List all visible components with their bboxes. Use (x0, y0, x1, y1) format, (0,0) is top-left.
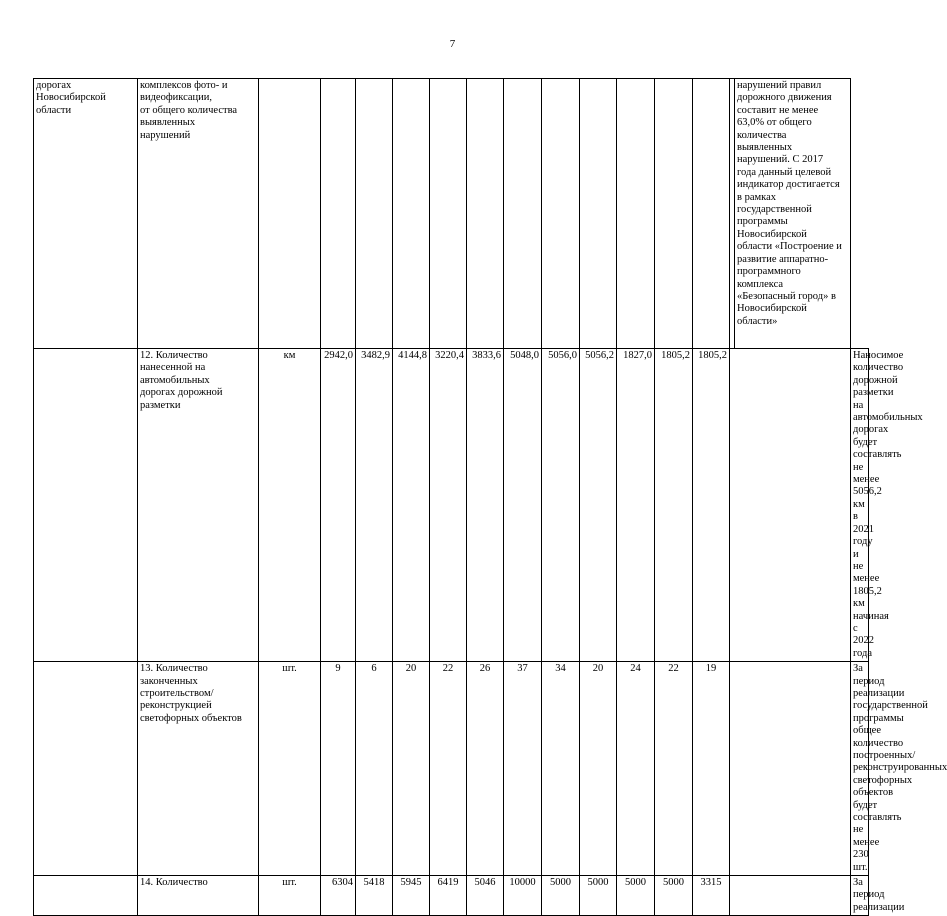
value-cell: 5000 (617, 876, 655, 916)
note-cell: За период реализации (851, 876, 869, 916)
unit-cell: шт. (259, 662, 321, 876)
value-cell: 5418 (356, 876, 393, 916)
table-row (34, 79, 869, 349)
value-cell (617, 79, 655, 349)
value-cell (542, 79, 580, 349)
unit-cell (259, 79, 321, 349)
table-row (34, 662, 869, 876)
unit-cell: км (259, 349, 321, 662)
value-cell (730, 876, 851, 916)
value-cell: 24 (617, 662, 655, 876)
value-cell (356, 79, 393, 349)
value-cell: 5000 (542, 876, 580, 916)
value-cell: 5945 (393, 876, 430, 916)
indicator-cell: комплексов фото- и видеофиксации, от общего количества выявленных нарушений (138, 79, 259, 349)
value-cell: 6419 (430, 876, 467, 916)
value-cell: 5056,2 (580, 349, 617, 662)
value-cell: 19 (693, 662, 730, 876)
value-cell: 3833,6 (467, 349, 504, 662)
indicator-cell: 12. Количество нанесенной на автомобильных дорогах дорожной разметки (138, 349, 259, 662)
value-cell (655, 79, 693, 349)
value-cell: 34 (542, 662, 580, 876)
value-cell: 5056,0 (542, 349, 580, 662)
indicator-cell: 14. Количество (138, 876, 259, 916)
value-cell: 20 (580, 662, 617, 876)
value-cell (730, 662, 851, 876)
value-cell: 5046 (467, 876, 504, 916)
value-cell: 6 (356, 662, 393, 876)
value-cell: 3315 (693, 876, 730, 916)
value-cell: 37 (504, 662, 542, 876)
value-cell: 22 (655, 662, 693, 876)
value-cell: 2942,0 (321, 349, 356, 662)
area-cell: дорогах Новосибирской области (34, 79, 138, 349)
area-cell (34, 662, 138, 876)
value-cell: 10000 (504, 876, 542, 916)
note-cell: За период реализации государственной программы общее количество построенных/ реконструированных светофорных объектов будет составлять не менее 230 шт. (851, 662, 869, 876)
table-row (34, 876, 869, 916)
table-row (34, 349, 869, 662)
note-cell: Наносимое количество дорожной разметки на автомобильных дорогах будет составлять не менее 5056,2 км в 2021 году и не менее 1805,2 км начиная с 2022 года (851, 349, 869, 662)
value-cell: 5048,0 (504, 349, 542, 662)
value-cell (430, 79, 467, 349)
value-cell (393, 79, 430, 349)
value-cell: 5000 (655, 876, 693, 916)
value-cell (467, 79, 504, 349)
value-cell: 3220,4 (430, 349, 467, 662)
indicators-table (33, 78, 947, 916)
value-cell: 9 (321, 662, 356, 876)
value-cell: 22 (430, 662, 467, 876)
area-cell (34, 349, 138, 662)
indicator-cell: 13. Количество законченных строительством/ реконструкцией светофорных объектов (138, 662, 259, 876)
value-cell: 4144,8 (393, 349, 430, 662)
value-cell: 3482,9 (356, 349, 393, 662)
value-cell: 5000 (580, 876, 617, 916)
value-cell: 1827,0 (617, 349, 655, 662)
value-cell: 1805,2 (655, 349, 693, 662)
area-cell (34, 876, 138, 916)
value-cell: 6304 (321, 876, 356, 916)
value-cell: 26 (467, 662, 504, 876)
page-number: 7 (449, 38, 456, 50)
value-cell (321, 79, 356, 349)
value-cell: 1805,2 (693, 349, 730, 662)
value-cell (504, 79, 542, 349)
unit-cell: шт. (259, 876, 321, 916)
note-cell: нарушений правил дорожного движения составит не менее 63,0% от общего количества выявленных нарушений. С 2017 года данный целевой индикатор достигается в рамках государственной программы Новосибирской области «Построение и развитие аппаратно- программного комплекса «Безопасный город» в Новосибирской области» (735, 79, 851, 349)
value-cell (730, 349, 851, 662)
value-cell (580, 79, 617, 349)
value-cell (693, 79, 730, 349)
value-cell: 20 (393, 662, 430, 876)
